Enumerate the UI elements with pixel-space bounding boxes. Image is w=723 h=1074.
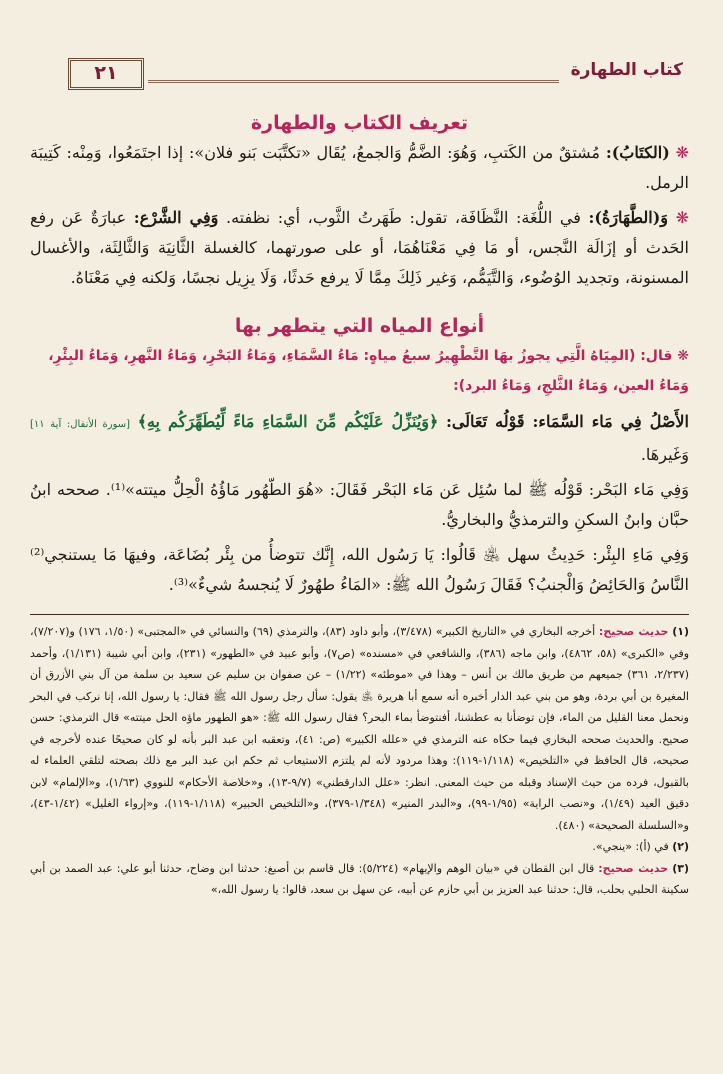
footnotes-divider xyxy=(30,614,689,615)
taharah-legal: عبارَةٌ عَن رفع الحَدث أو إزَالَة النَّجس، أو مَا فِي مَعْنَاهُمَا، أو على صورتهما، كالغسلة الثَّانِيَة وَالثَّالِثَة، والأغسال المسنونة، وتجديد الوُضُوء، وَالتَّيَمُّم، وَغير ذَلِكَ مِمَّا لَا يرفع حَدثًا، وَلَا يزِيل نجسًا، وَلكنه فِي مَعْنَاهُ. xyxy=(30,208,689,287)
surah-reference: [سورة الأنفال: آية ١١] xyxy=(30,419,131,430)
term-kitab: (الكتَابُ): xyxy=(605,143,670,162)
kitab-definition: مُشتقٌ من الكَتبِ، وَهُوَ: الضَّمُّ وَالجمعُ، يُقَال «تكتَّبَت بَنو فلان»: إذا اجتَمَعُوا، وَمِنْه: كَتِيبَة الرمل. xyxy=(30,143,689,192)
quran-verse: ﴿وَيُنَزِّلُ عَلَيْكُم مِّنَ السَّمَاءِ مَاءً لِّيُطَهِّرَكُم بِهِ﴾ xyxy=(137,412,439,431)
footnote-text: قال ابن القطان في «بيان الوهم والإيهام» (٥/٢٢٤): قال قاسم بن أصبغ: حدثنا ابن وضاح، حدثنا أبو علي: عبد الصمد بن أبي سكينة الحلبي بحلب، قال: حدثنا عبد العزيز بن أبي حازم عن أبيه، عن سهل بن سعد، قالوا: يا رسول الله،» xyxy=(30,861,689,896)
term-sharia: وَفِي الشَّرْع: xyxy=(133,208,219,227)
term-taharah: وَ(الطَّهَارَةُ): xyxy=(588,208,669,227)
paragraph-taharah xyxy=(30,203,689,293)
star-marker: ❋ xyxy=(675,143,690,162)
footnote-1 xyxy=(30,621,689,836)
footnote-text: أخرجه البخاري في «التاريخ الكبير» (٣/٤٧٨)، وأبو داود (٨٣)، والترمذي (٦٩) والنسائي في «المجتبى» (١/٥٠، ١٧٦) و(٧/٢٠٧)، وفي «الكبرى» (٥٨، ٤٨٦٢)، وابن ماجه (٣٨٦)، والشافعي في «مسنده» (ص٧)، وأبو عبيد في «الطهور» (٢٣١)، وابن أبي شيبة (١/١٣١)، وأحمد (٢/٢٣٧، ٣٦١) جميعهم من طريق مالك بن أنس – وهذا في «موطئه» (١/٢٢) – عن صفوان بن سليم عن سعيد بن سلمة من آل بني الأزرق أن المغيرة بن أبي بردة، وهو من بني عبد الدار أخبره أنه سمع أبا هريرة ﵁ يقول: سأل رجل رسول الله ﷺ فقال: يا رسول الله، إنا نركب في البحر ونحمل معنا القليل من الماء، فإن توضأنا به عطشنا، أفنتوضأ بماء البحر؟ فقال رسول الله ﷺ: «هو الطهور ماؤه الحل ميتته» قال الترمذي: حسن صحيح. والحديث صححه البخاري فيما حكاه عنه الترمذي في «علله الكبير» (ص: ٤١)، وتعقبه ابن عبد البر بأنه لو كان صحيحًا عنده لأخرجه في صحيحه، قال الحافظ في «التلخيص» (١/١١٨-١١٩): وهذا مردود لأنه لم يلتزم الاستيعاب ثم حكم ابن عبد البر مع ذلك بصحته لتلقي العلماء له بالقبول، فرده من حيث الإسناد وقبله من حيث المعنى. انظر: «علل الدارقطني» (٩/٧-١٣)، و«خلاصة الأحكام» للنووي (١/٦٣)، و«الإلمام» لابن دقيق العيد (١/٤٩)، و«نصب الراية» (١/٩٥-٩٩)، و«البدر المنير» (١/٣٤٨-٣٧٩)، و«التلخيص الحبير» (١/١١٨-١١٩)، و«إرواء الغليل» (١/٤٢-٤٣)، و«السلسلة الصحيحة» (٤٨٠). xyxy=(30,625,690,832)
paragraph-kitab xyxy=(30,138,689,198)
running-title: كتاب الطهارة xyxy=(570,60,683,80)
paragraph-rain-water xyxy=(30,407,689,470)
star-marker: ❋ xyxy=(675,208,690,227)
footnote-grade: حديث صحيح: xyxy=(598,861,669,875)
footnote-2 xyxy=(30,836,689,858)
rain-water-lead: الأَصْلُ فِي مَاء السَّمَاء: قَوْلُه تَعَالَى: xyxy=(445,412,689,431)
footnote-number: (٣) xyxy=(672,861,689,875)
page-number: ٢١ xyxy=(68,58,144,90)
footnote-number: (٢) xyxy=(672,840,689,853)
footnote-3 xyxy=(30,858,689,901)
paragraph-sea-water: وَفِي مَاء البَحْر: قَوْلُه ﷺ لما سُئِل عَن مَاء البَحْر فَقَالَ: «هُوَ الطّهُور مَاؤُهُ الْحِلُّ ميتته»⁽¹⁾. صححه ابنُ حبَّان وابنُ السكنِ والترمذيُّ والبخاريُّ. xyxy=(30,480,689,529)
footnote-text: في (أ): «ينجي». xyxy=(592,840,669,853)
footnote-number: (١) xyxy=(672,625,689,638)
section-heading-waters: أنواع المياه التي يتطهر بها xyxy=(234,315,485,337)
matn-text: قال: (المِيَاهُ الَّتِي يجوزُ بهَا التَّطْهِيرُ سبعُ مياهٍ: مَاءُ السَّمَاءِ، وَمَاءُ البَحْرِ، وَمَاءُ النَّهرِ، وَمَاءُ البِئْرِ، وَمَاءُ العين، وَمَاءُ الثَّلجِ، وَمَاءُ البرد): xyxy=(48,348,689,394)
taharah-linguistic: في اللُّغَة: النَّظَافَة، تقول: طَهَرتُ الثَّوب، أي: نظفته. xyxy=(225,208,581,227)
section-heading-definitions: تعريف الكتاب والطهارة xyxy=(250,112,469,134)
footnote-grade: حديث صحيح: xyxy=(598,625,669,638)
paragraph-well-water: وَفِي مَاءِ البِئْر: حَدِيثُ سهل ﵁ قَالُوا: يَا رَسُول الله، إِنَّك تتوضأُ من بِئْر بُضَاعَة، وفيهَا مَا يستنجي⁽²⁾ النَّاسُ وَالحَائِضُ وَالْجنبُ؟ فَقَالَ رَسُولُ الله ﷺ: «المَاءُ طهُورٌ لَا يُنجسهُ شيءٌ»⁽³⁾. xyxy=(30,545,689,594)
page-header xyxy=(30,52,689,98)
header-rule xyxy=(148,80,559,83)
rain-water-tail: وَغَيرهَا. xyxy=(640,445,689,464)
star-marker: ❋ xyxy=(677,348,689,364)
matn-waters xyxy=(30,341,689,401)
